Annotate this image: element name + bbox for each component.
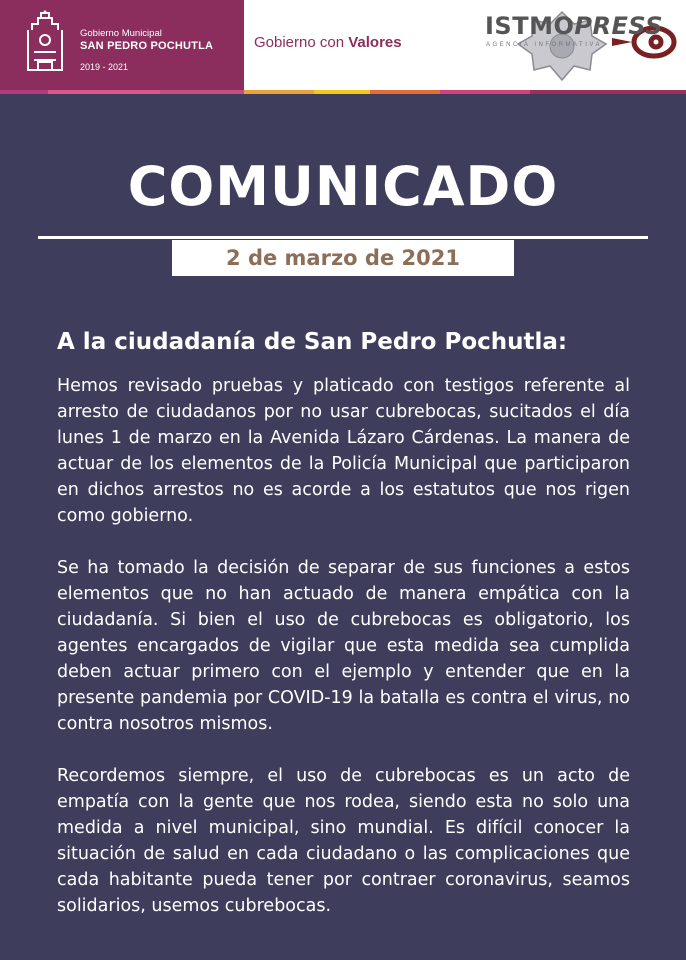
strip-segment xyxy=(160,90,244,94)
municipal-government-text xyxy=(80,28,213,73)
date-badge xyxy=(172,240,514,276)
gov-line-2: SAN PEDRO POCHUTLA xyxy=(80,40,214,52)
press-suffix: PRESS xyxy=(574,12,664,40)
header xyxy=(0,0,686,90)
page-title: COMUNICADO xyxy=(127,155,559,218)
greeting-heading: A la ciudadanía de San Pedro Pochutla: xyxy=(57,329,568,355)
paragraph-3: Recordemos siempre, el uso de cubrebocas es un acto de empatía con la gente que nos rodea, siendo esta no solo una medida a nivel municipal, sino mundial. Es difícil conocer la situación de salud en cada ciudadano o las complicaciones que cada habitante pueda tener por contraer coronavirus, seamos solidarios, usemos cubrebocas. xyxy=(57,766,630,916)
press-agency-banner xyxy=(442,0,686,90)
gov-line-1: Gobierno Municipal xyxy=(80,28,162,39)
strip-segment xyxy=(314,90,370,94)
paragraph-2: Se ha tomado la decisión de separar de sus funciones a estos elementos que no han actuado de manera empática con la ciudadanía. Si bien el uso de cubrebocas es obligatorio, los agentes encargados de vigilar que esta medida sea cumplida deben actuar primero con el ejemplo y entender que en la presente pandemia por COVID-19 la batalla es contra el virus, no contra nosotros mismos. xyxy=(57,558,630,734)
municipal-logo-icon xyxy=(22,10,68,78)
slogan xyxy=(254,34,402,51)
strip-segment xyxy=(48,90,160,94)
strip-segment xyxy=(244,90,314,94)
title-divider xyxy=(38,236,648,239)
strip-segment xyxy=(370,90,440,94)
strip-segment xyxy=(0,90,48,94)
paragraph-1: Hemos revisado pruebas y platicado con testigos referente al arresto de ciudadanos por no usar cubrebocas, sucitados el día lunes 1 de marzo en la Avenida Lázaro Cárdenas. La manera de actuar de los elementos de la Policía Municipal que participaron en dichos arrestos no es acorde a los estatutos que nos rigen como gobierno. xyxy=(57,376,630,526)
strip-segment xyxy=(440,90,530,94)
gov-years: 2019 - 2021 xyxy=(80,62,129,72)
strip-segment xyxy=(530,90,686,94)
slogan-prefix: Gobierno con xyxy=(254,34,345,51)
slogan-bold: Valores xyxy=(348,34,402,51)
press-agency-tagline: AGENCIA INFORMATIVA xyxy=(486,42,602,48)
municipal-government-banner xyxy=(0,0,244,90)
press-agency-logo xyxy=(485,12,663,40)
color-strip xyxy=(0,90,686,94)
press-name: ISTMO xyxy=(485,12,575,40)
slogan-banner xyxy=(244,0,442,90)
date-text: 2 de marzo de 2021 xyxy=(226,246,460,270)
